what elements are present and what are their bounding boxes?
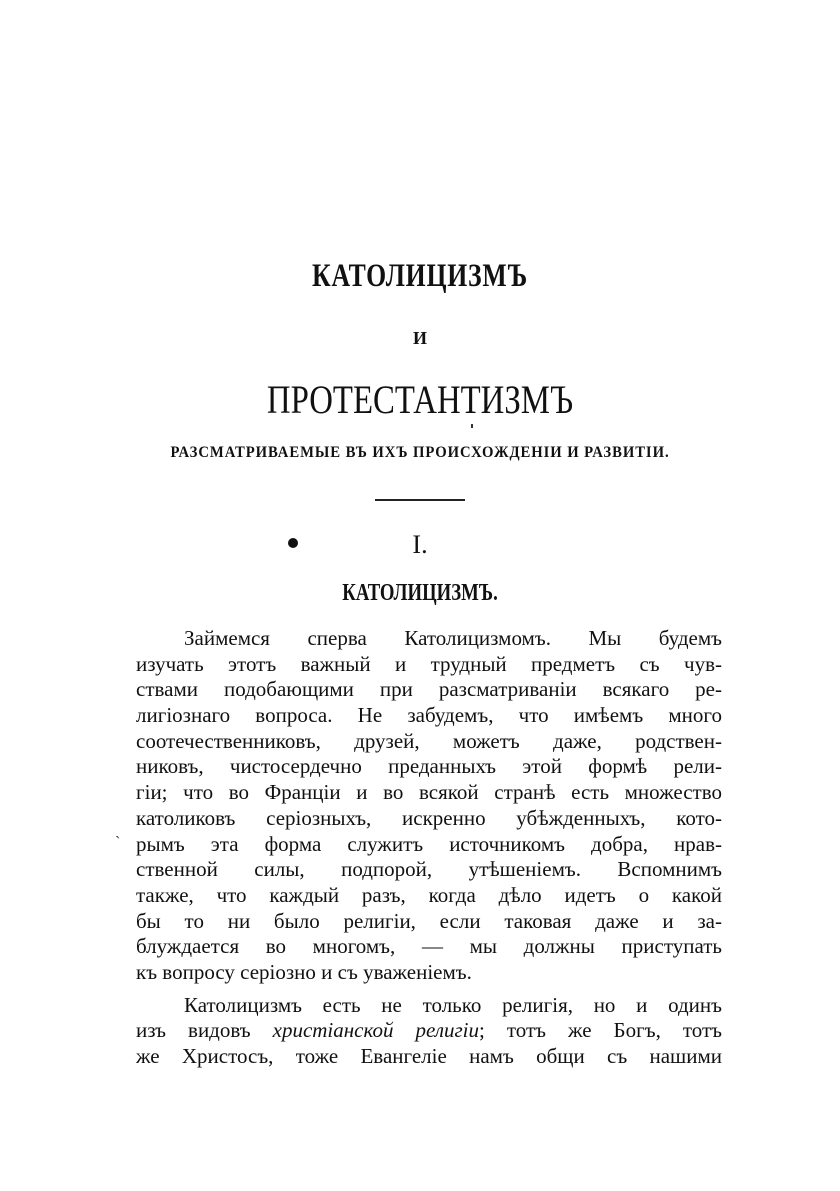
text-run: изъ видовъ	[136, 1018, 273, 1043]
body-text	[136, 626, 722, 1070]
subtitle: РАЗСМАТРИВАЕМЫЕ ВЪ ИХЪ ПРОИСХОЖДЕНІИ И РАЗВИТІИ.	[170, 444, 670, 461]
text-run: ; тотъ же Богъ, тотъ	[479, 1018, 722, 1043]
text-line: также, что каждый разъ, когда дѣло идетъ о какой	[136, 882, 722, 907]
text-line: рымъ эта форма служитъ источникомъ добра, нрав-	[136, 831, 722, 856]
text-line: гіи; что во Франціи и во всякой странѣ есть множество	[136, 780, 722, 805]
text-line: Займемся сперва Католицизмомъ. Мы будемъ	[184, 626, 722, 650]
text-line: же Христосъ, тоже Евангеліе намъ общи съ нашими	[136, 1044, 722, 1068]
text-line: никовъ, чистосердечно преданныхъ этой формѣ рели-	[136, 754, 722, 779]
divider-rule	[375, 499, 465, 501]
text-line: католиковъ серіозныхъ, искренно убѣжденныхъ, кото-	[136, 805, 722, 830]
title-conjunction: И	[412, 328, 427, 348]
section-title: КАТОЛИЦИЗМЪ.	[342, 580, 498, 606]
text-line: лигіознаго вопроса. Не забудемъ, что имѣемъ много	[136, 703, 722, 728]
margin-mark: ˎ	[115, 822, 121, 839]
text-line: ственной силы, подпорой, утѣшеніемъ. Вспомнимъ	[136, 857, 722, 882]
main-title: КАТОЛИЦИЗМЪ	[312, 258, 528, 294]
text-line: соотечественниковъ, друзей, можетъ даже, родствен-	[136, 728, 722, 753]
text-line: изучать этотъ важный и трудный предметъ съ чув-	[136, 651, 722, 676]
text-line-with-emphasis	[136, 1018, 722, 1044]
second-title: ПРОТЕСТАНТИЗМЪ	[266, 377, 574, 422]
text-line: къ вопросу серіозно и съ уваженіемъ.	[136, 959, 472, 984]
print-speck	[471, 424, 473, 428]
text-line: блуждается во многомъ, — мы должны приступать	[136, 934, 722, 959]
text-line: бы то ни было религіи, если таковая даже и за-	[136, 908, 722, 933]
emphasis-text: христіанской религіи	[272, 1018, 480, 1043]
text-line: Католицизмъ есть не только религія, но и одинъ	[184, 992, 722, 1017]
section-number: I.	[412, 530, 428, 559]
text-line: ствами подобающими при разсматриваніи всякаго ре-	[136, 677, 722, 702]
